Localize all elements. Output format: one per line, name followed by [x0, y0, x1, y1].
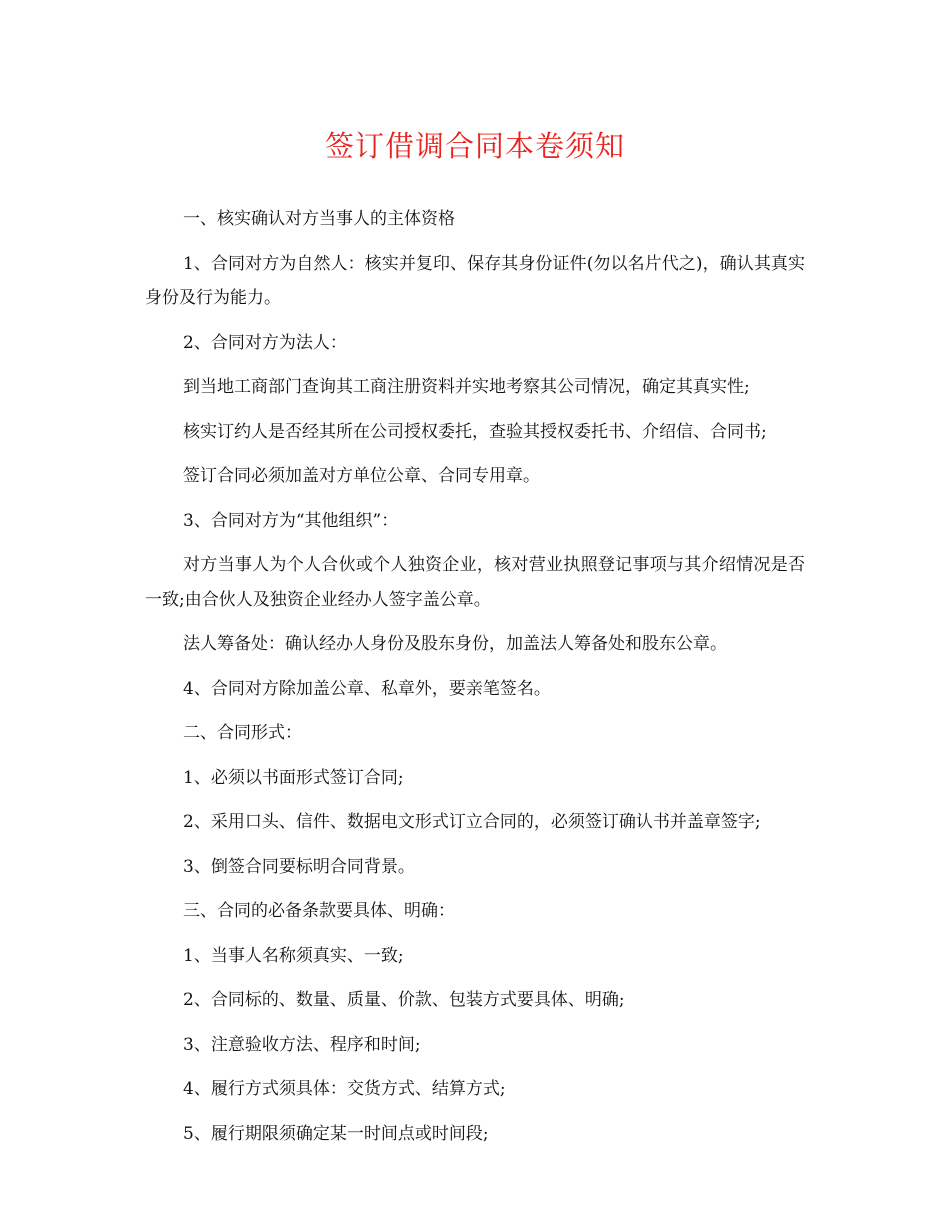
paragraph: 1、合同对方为自然人：核实并复印、保存其身份证件(勿以名片代之)，确认其真实身份及行为能力。	[145, 253, 805, 308]
document-body	[145, 202, 805, 1161]
paragraph: 3、合同对方为“其他组织”：	[183, 510, 399, 531]
paragraph: 2、合同对方为法人：	[183, 332, 347, 353]
paragraph: 二、合同形式：	[183, 723, 302, 743]
paragraph: 4、合同对方除加盖公章、私章外，要亲笔签名。	[183, 678, 551, 699]
paragraph: 对方当事人为个人合伙或个人独资企业，核对营业执照登记事项与其介绍情况是否一致;由合伙人及独资企业经办人签字盖公章。	[145, 555, 805, 610]
paragraph: 2、合同标的、数量、质量、价款、包装方式要具体、明确;	[183, 990, 625, 1010]
paragraph: 三、合同的必备条款要具体、明确：	[183, 901, 455, 921]
paragraph: 4、履行方式须具体：交货方式、结算方式;	[183, 1079, 506, 1099]
paragraph: 3、倒签合同要标明合同背景。	[183, 856, 415, 877]
paragraph: 一、核实确认对方当事人的主体资格	[183, 209, 455, 229]
paragraph: 5、履行期限须确定某一时间点或时间段;	[183, 1123, 489, 1144]
paragraph: 签订合同必须加盖对方单位公章、合同专用章。	[183, 466, 540, 486]
paragraph: 3、注意验收方法、程序和时间;	[183, 1034, 421, 1055]
paragraph: 2、采用口头、信件、数据电文形式订立合同的，必须签订确认书并盖章签字;	[183, 812, 761, 832]
document-title: 签订借调合同本卷须知	[324, 129, 625, 163]
paragraph: 1、当事人名称须真实、一致;	[183, 945, 404, 966]
paragraph: 核实订约人是否经其所在公司授权委托，查验其授权委托书、介绍信、合同书;	[183, 421, 767, 442]
paragraph: 到当地工商部门查询其工商注册资料并实地考察其公司情况，确定其真实性;	[183, 377, 750, 397]
paragraph: 法人筹备处：确认经办人身份及股东身份，加盖法人筹备处和股东公章。	[183, 634, 727, 654]
paragraph: 1、必须以书面形式签订合同;	[183, 767, 404, 788]
